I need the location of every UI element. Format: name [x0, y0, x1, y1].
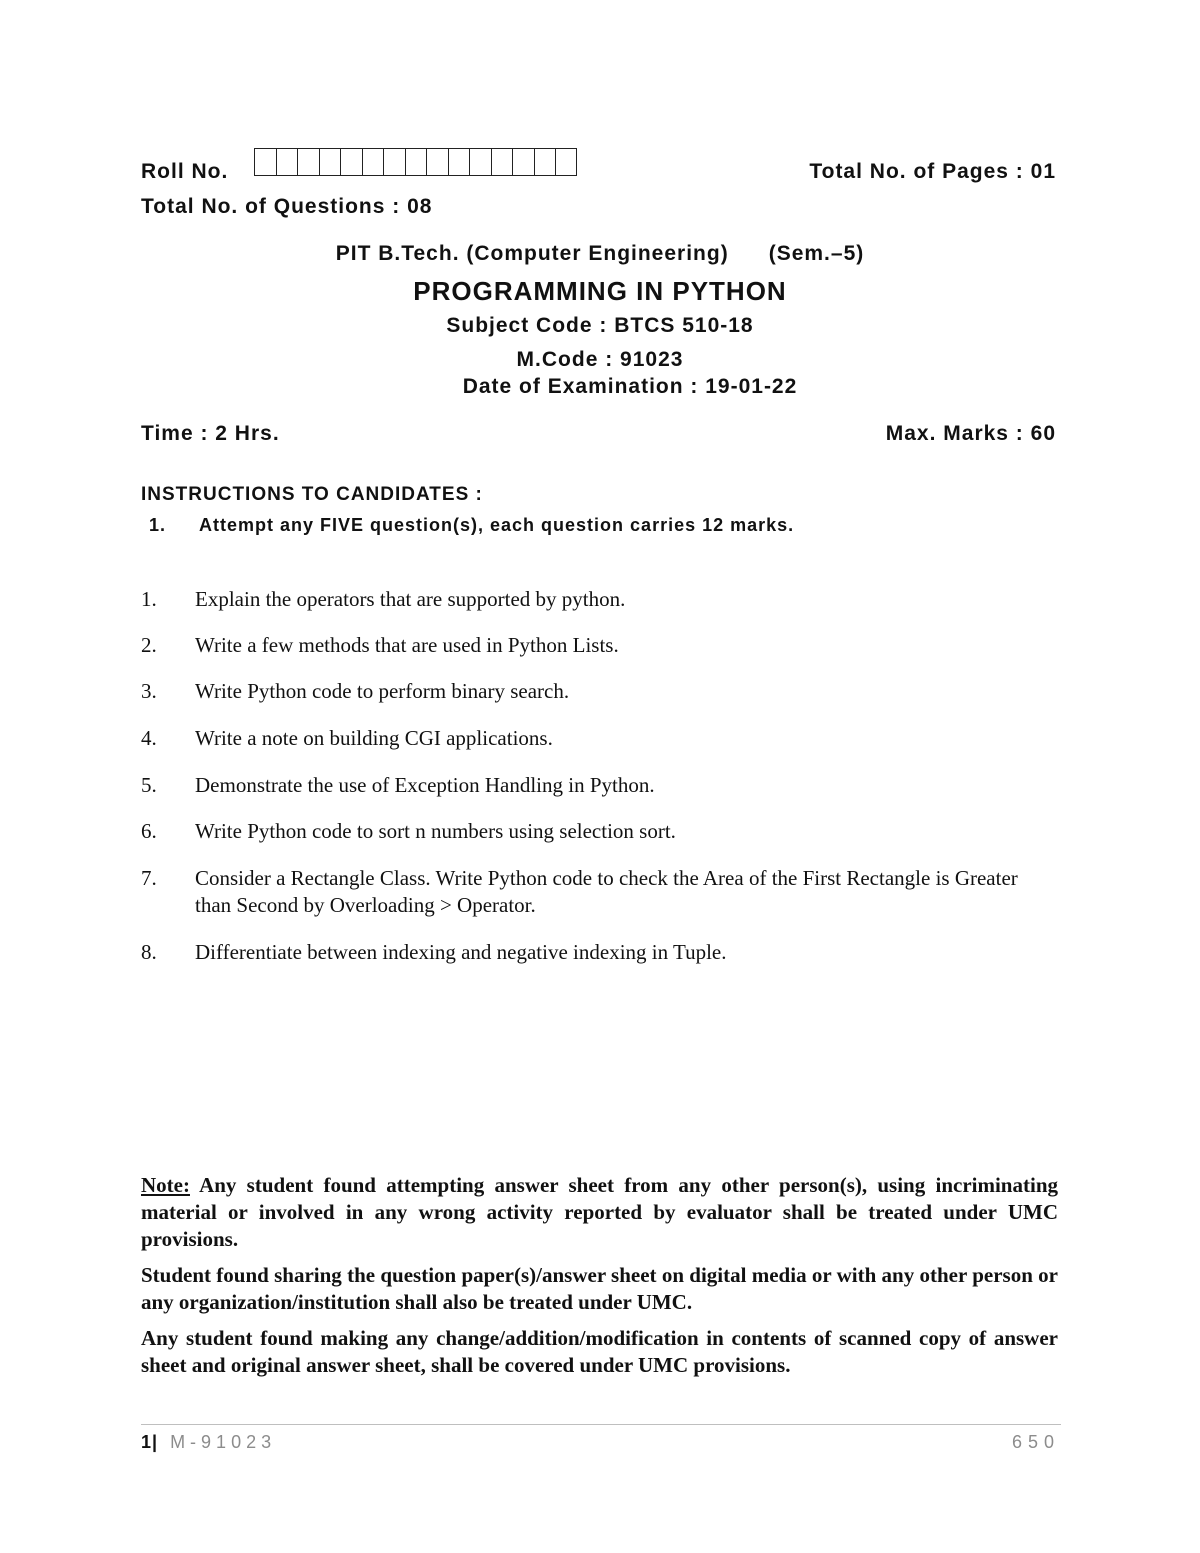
question-number: 1.	[141, 587, 157, 611]
question-item	[141, 772, 1059, 799]
course-line	[0, 242, 1200, 266]
roll-number-box[interactable]	[555, 148, 577, 176]
mcode-label: M.Code : 91023	[516, 348, 684, 371]
roll-number-box[interactable]	[297, 148, 319, 176]
footer-divider	[141, 1424, 1061, 1425]
roll-number-box[interactable]	[405, 148, 427, 176]
roll-number-box[interactable]	[340, 148, 362, 176]
roll-number-box[interactable]	[362, 148, 384, 176]
roll-number-box[interactable]	[254, 148, 276, 176]
roll-number-label: Roll No.	[141, 160, 229, 183]
question-number: 3.	[141, 679, 157, 703]
instructions-heading: INSTRUCTIONS TO CANDIDATES :	[141, 484, 483, 505]
note-paragraph: Any student found making any change/addition/modification in contents of scanned copy of answer sheet and original answer sheet, shall be covered under UMC provisions.	[141, 1326, 1058, 1377]
question-text: Demonstrate the use of Exception Handling in Python.	[195, 773, 655, 797]
exam-date: Date of Examination : 19-01-22	[462, 375, 798, 398]
page-number: 1	[141, 1432, 153, 1452]
instruction-text: Attempt any FIVE question(s), each question carries 12 marks.	[199, 515, 795, 535]
note-paragraph	[141, 1172, 1058, 1253]
question-text: Write Python code to perform binary search.	[195, 679, 570, 703]
roll-number-box[interactable]	[534, 148, 556, 176]
question-item	[141, 678, 1059, 705]
total-questions-label: Total No. of Questions : 08	[141, 195, 433, 218]
time-marks-row	[141, 422, 1056, 452]
roll-number-box[interactable]	[491, 148, 513, 176]
question-text: Consider a Rectangle Class. Write Python code to check the Area of the First Rectangle is Greater than Second by Overloading > Operator.	[195, 866, 1018, 917]
footer-separator: |	[152, 1432, 163, 1452]
instruction-number: 1.	[149, 515, 167, 535]
note-block	[141, 1172, 1058, 1388]
subject-code: Subject Code : BTCS 510-18	[446, 314, 754, 337]
question-number: 2.	[141, 633, 157, 657]
instruction-item	[141, 515, 794, 536]
footer-right-code: 650	[1011, 1432, 1060, 1452]
roll-number-boxes[interactable]	[254, 148, 577, 176]
question-number: 6.	[141, 819, 157, 843]
question-text: Explain the operators that are supported by python.	[195, 587, 626, 611]
question-item	[141, 725, 1059, 752]
roll-number-box[interactable]	[319, 148, 341, 176]
question-item	[141, 586, 1059, 613]
question-text: Differentiate between indexing and negative indexing in Tuple.	[195, 940, 727, 964]
question-text: Write Python code to sort n numbers using selection sort.	[195, 819, 676, 843]
footer-left	[141, 1432, 276, 1453]
note-label: Note:	[141, 1173, 190, 1197]
question-number: 4.	[141, 726, 157, 750]
course-name: PIT B.Tech. (Computer Engineering)	[335, 242, 729, 265]
roll-number-box[interactable]	[512, 148, 534, 176]
total-pages-label: Total No. of Pages : 01	[809, 160, 1056, 183]
question-item	[141, 818, 1059, 845]
note-paragraph: Student found sharing the question paper(s)/answer sheet on digital media or with any other person or any organization/institution shall also be treated under UMC.	[141, 1263, 1058, 1314]
max-marks-label: Max. Marks : 60	[885, 422, 1056, 445]
roll-number-box[interactable]	[383, 148, 405, 176]
question-item	[141, 632, 1059, 659]
subject-title: PROGRAMMING IN PYTHON	[413, 276, 787, 306]
roll-number-row	[141, 148, 1056, 188]
question-text: Write a few methods that are used in Python Lists.	[195, 633, 619, 657]
footer-mcode: M-91023	[170, 1432, 277, 1452]
semester-label: (Sem.–5)	[768, 242, 865, 265]
question-item	[141, 865, 1059, 919]
question-item	[141, 939, 1059, 966]
time-label: Time : 2 Hrs.	[141, 422, 280, 445]
question-number: 5.	[141, 773, 157, 797]
roll-number-box[interactable]	[469, 148, 491, 176]
roll-number-box[interactable]	[426, 148, 448, 176]
question-number: 8.	[141, 940, 157, 964]
roll-number-box[interactable]	[276, 148, 298, 176]
question-text: Write a note on building CGI applications.	[195, 726, 553, 750]
roll-number-box[interactable]	[448, 148, 470, 176]
note-text: Any student found attempting answer sheet from any other person(s), using incriminating material or involved in any wrong activity reported by evaluator shall be treated under UMC provisions.	[141, 1173, 1058, 1251]
question-number: 7.	[141, 866, 157, 890]
